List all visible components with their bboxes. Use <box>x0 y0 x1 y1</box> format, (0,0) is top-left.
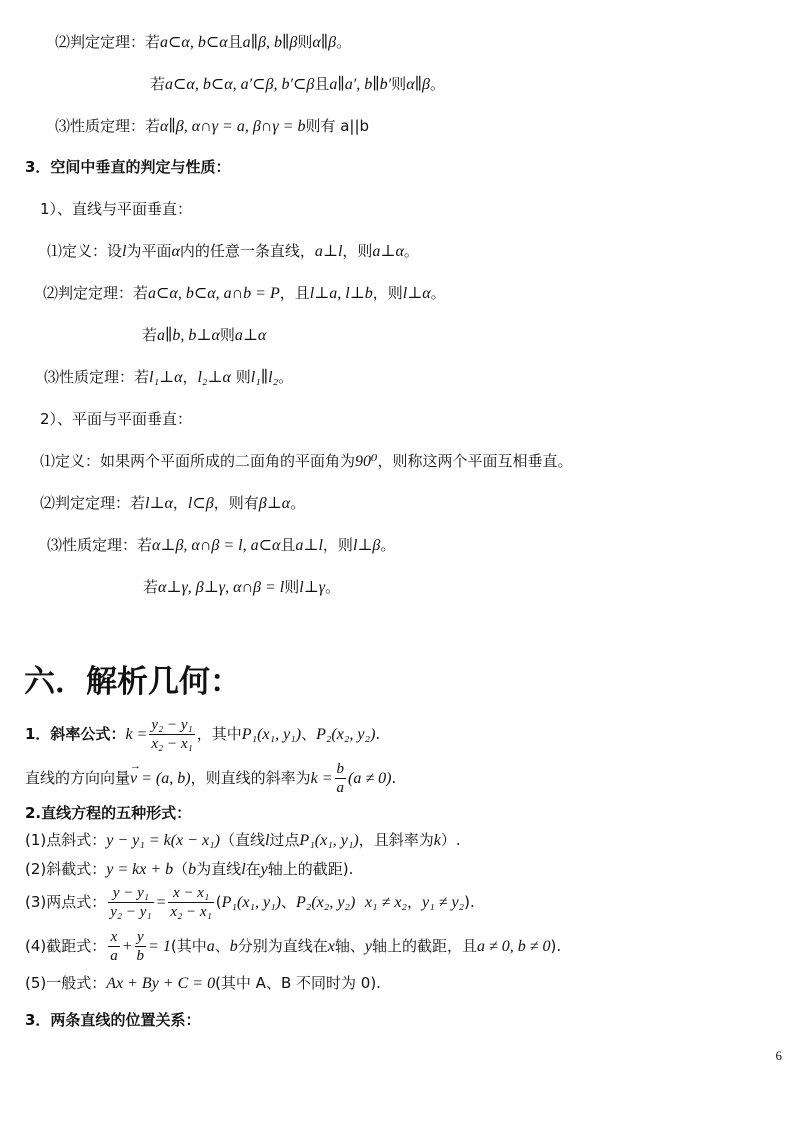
fraction: $\frac{x}{a}$ <box>110 929 118 964</box>
text-line: ⑴定义：如果两个平面所成的二面角的平面角为90⁰，则称这两个平面互相垂直。 <box>40 452 573 470</box>
subsection-heading: 3．空间中垂直的判定与性质： <box>25 158 231 176</box>
intercept-form: (4)截距式： $\frac{x}{a}$ + $\frac{y}{b}$ = 1(其中a、b分别为直线在x轴、y轴上的截距，且a ≠ 0, b ≠ 0). <box>25 929 562 964</box>
slope-fraction: $\frac{\text{y₂ − y₁}}{\text{x₂ − x₁}}$ <box>151 717 193 752</box>
vector-v: → v <box>130 759 137 799</box>
subsection-heading: 2）、平面与平面垂直： <box>40 410 193 428</box>
text-line: ⑵判定定理：若a⊂α, b⊂α, a∩b = P，且l⊥a, l⊥b，则l⊥α。 <box>43 284 446 302</box>
point-slope-form: (1)点斜式：y − y₁ = k(x − x₁)（直线l过点P₁(x₁, y₁)，且斜率为k）. <box>25 831 461 849</box>
text-line: 若a∥b, b⊥α则a⊥α <box>142 326 267 344</box>
direction-vector-line: 直线的方向向量→ v = (a, b)，则直线的斜率为k = $\frac{b}{a}$ (a ≠ 0). <box>25 758 396 799</box>
fraction: $\frac{\text{y − y₁}}{\text{y₂ − y₁}}$ <box>110 885 152 920</box>
subsection-heading: 2.直线方程的五种形式： <box>25 804 192 822</box>
text-line: ⑴定义：设l为平面α内的任意一条直线，a⊥l，则a⊥α。 <box>47 242 419 260</box>
text-line: 若a⊂α, b⊂α, a′⊂β, b′⊂β且a∥a′, b∥b′则α∥β。 <box>150 75 445 93</box>
fraction: $\frac{y}{b}$ <box>136 929 145 964</box>
general-form: (5)一般式：Ax + By + C = 0(其中 A、B 不同时为 0). <box>25 974 381 992</box>
slope-fraction: $\frac{b}{a}$ <box>336 761 344 796</box>
fraction: $\frac{\text{x − x₁}}{\text{x₂ − x₁}}$ <box>170 885 212 920</box>
text-line: ⑶性质定理：若α⊥β, α∩β = l, a⊂α且a⊥l，则l⊥β。 <box>47 536 396 554</box>
section-title: 六．解析几何： <box>24 664 241 700</box>
text-line: ⑵判定定理：若a⊂α, b⊂α且a∥β, b∥β则α∥β。 <box>55 33 352 51</box>
two-point-form: (3)两点式： $\frac{\text{y − y₁}}{\text{y₂ − y₁}}$ = $\frac{\text{x − x₁}}{\text{x₂ − x₁}}$ (P₁(x₁, y₁)、P₂(x₂, y₂) x₁ ≠ x₂，y₁ ≠ y₂). <box>25 885 475 920</box>
slope-intercept-form: (2)斜截式：y = kx + b（b为直线l在y轴上的截距). <box>25 860 354 878</box>
page-number: 6 <box>775 1048 782 1063</box>
subsection-heading: 1）、直线与平面垂直： <box>40 200 193 218</box>
text-line: 若α⊥γ, β⊥γ, α∩β = l则l⊥γ。 <box>143 578 341 596</box>
text-line: ⑶性质定理：若l₁⊥α，l₂⊥α 则l₁∥l₂。 <box>44 368 294 386</box>
text-line: ⑶性质定理：若α∥β, α∩γ = a, β∩γ = b则有 a||b <box>55 117 370 135</box>
slope-formula: 1．斜率公式：k = $\frac{\text{y₂ − y₁}}{\text{x₂ − x₁}}$ ，其中P₁(x₁, y₁)、P₂(x₂, y₂). <box>25 717 381 752</box>
subsection-heading: 3．两条直线的位置关系： <box>25 1011 201 1029</box>
text-line: ⑵判定定理：若l⊥α，l⊂β，则有β⊥α。 <box>40 494 306 512</box>
